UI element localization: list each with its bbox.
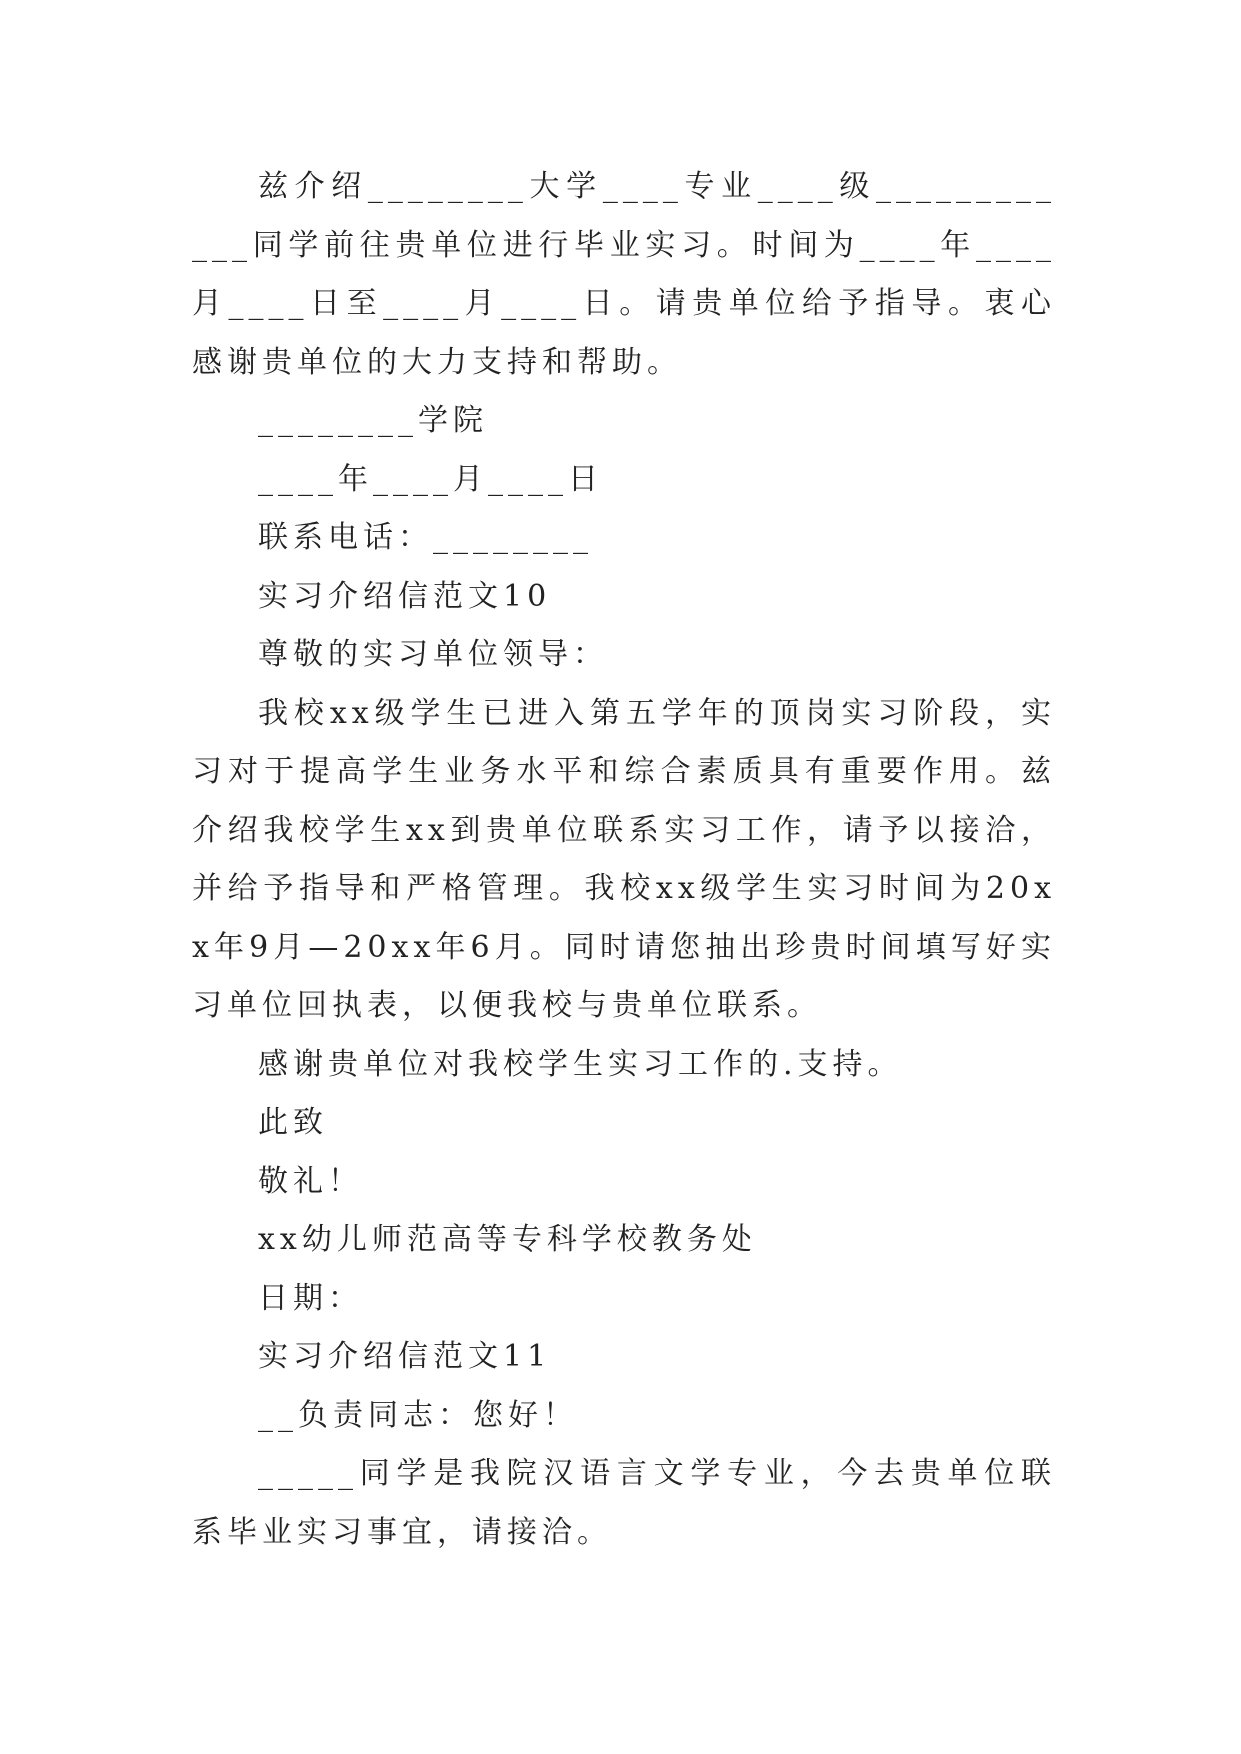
date-label: 日期： [258, 1280, 363, 1316]
section-heading-11: 实习介绍信范文11 [258, 1339, 552, 1374]
letter-body [192, 158, 1056, 1562]
closing-jingli: 敬礼！ [258, 1163, 363, 1199]
signature-date-line: ____年____月____日 [258, 461, 603, 497]
thanks-paragraph-10: 感谢贵单位对我校学生实习工作的.支持。 [258, 1046, 903, 1082]
salutation-11: __负责同志：您好！ [258, 1397, 578, 1433]
salutation-10: 尊敬的实习单位领导： [258, 637, 608, 672]
closing-cizhi: 此致 [258, 1105, 328, 1140]
section-heading-10: 实习介绍信范文10 [258, 578, 552, 614]
contact-phone-line: 联系电话：________ [258, 520, 593, 555]
body-paragraph-10: 我校xx级学生已进入第五学年的顶岗实习阶段，实习对于提高学生业务水平和综合素质具有重要作用。兹介绍我校学生xx到贵单位联系实习工作，请予以接洽，并给予指导和严格管理。我校xx级学生实习时间为20xx年9月—20xx年6月。同时请您抽出珍贵时间填写好实习单位回执表，以便我校与贵单位联系。 [192, 695, 1056, 1023]
body-paragraph-11: _____同学是我院汉语言文学专业，今去贵单位联系毕业实习事宜，请接洽。 [192, 1456, 1056, 1550]
intro-paragraph: 兹介绍________大学____专业____级____________同学前往贵单位进行毕业实习。时间为____年____月____日至____月____日。请贵单位给予指导。衷心感谢贵单位的大力支持和帮助。 [192, 169, 1056, 380]
issuer-signature: xx幼儿师范高等专科学校教务处 [258, 1222, 757, 1257]
college-signature-line: ________学院 [258, 403, 488, 438]
